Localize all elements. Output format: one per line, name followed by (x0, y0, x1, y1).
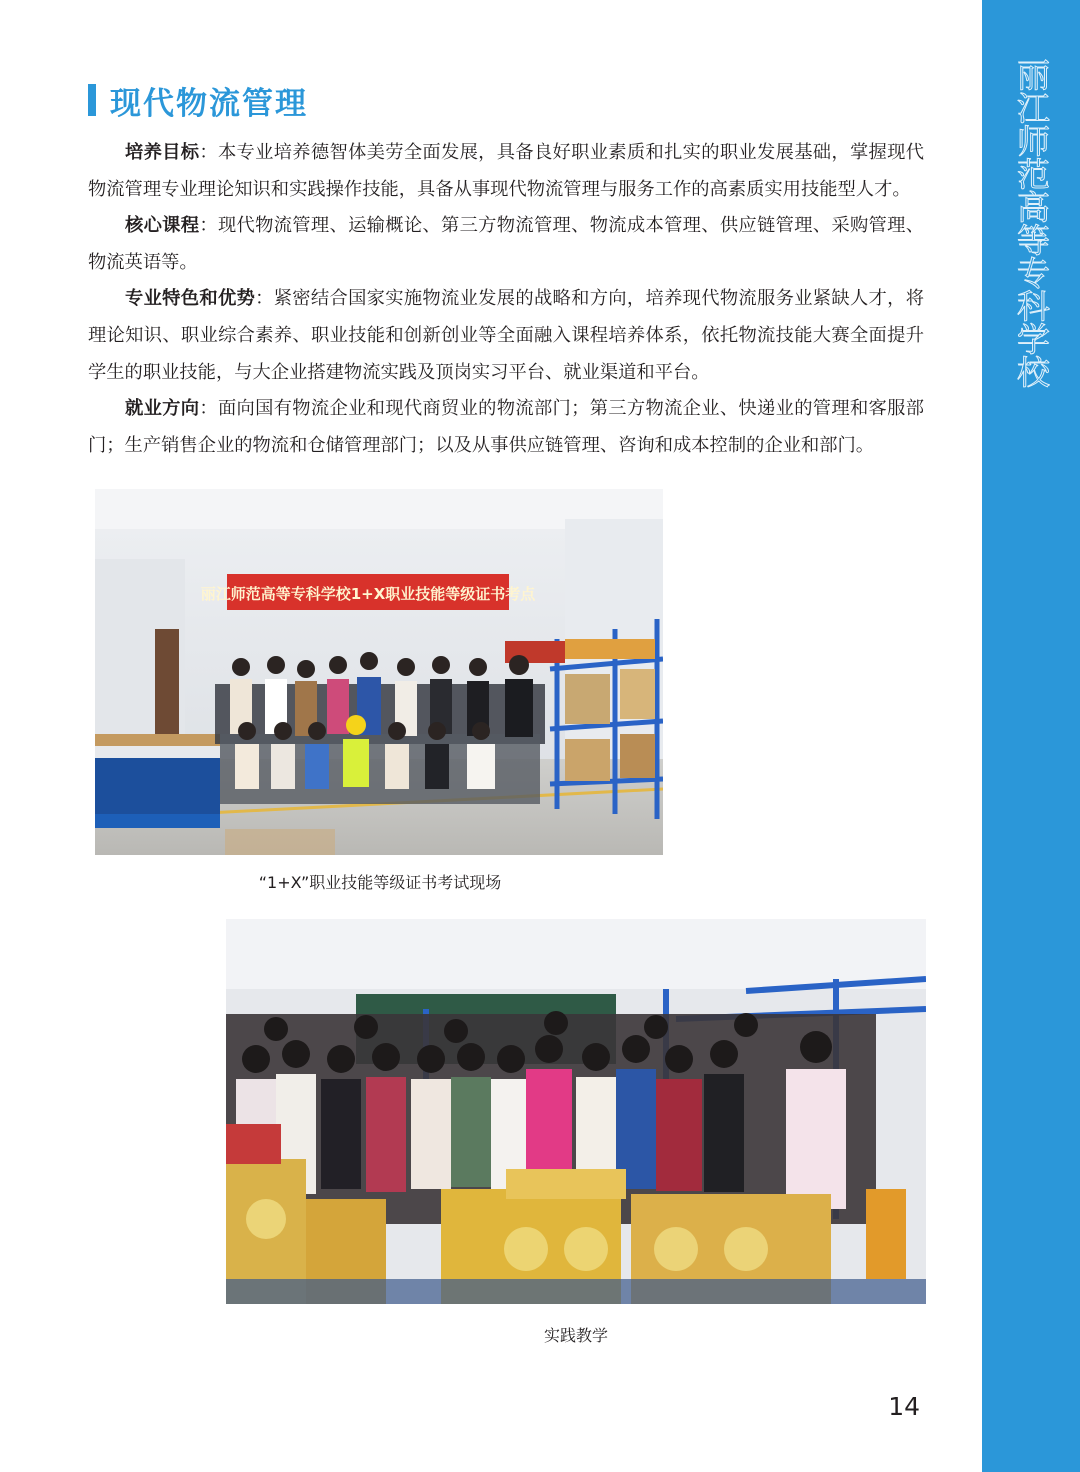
paragraph-label: 培养目标 (125, 142, 200, 163)
paragraph-content: ：现代物流管理、运输概论、第三方物流管理、物流成本管理、供应链管理、采购管理、物流英语等。 (88, 215, 925, 273)
section-title (88, 78, 308, 122)
paragraph-core-courses (88, 208, 924, 281)
paragraph-content: ：面向国有物流企业和现代商贸业的物流部门；第三方物流企业、快递业的管理和客服部门；生产销售企业的物流和仓储管理部门；以及从事供应链管理、咨询和成本控制的企业和部门。 (88, 398, 925, 456)
practical-teaching-photo (226, 919, 926, 1304)
paragraph-label: 核心课程 (125, 215, 200, 237)
body-text (88, 135, 924, 464)
paragraph-training-goal (88, 135, 924, 208)
paragraph-employment (88, 391, 924, 464)
title-accent-bar (88, 84, 96, 116)
exam-site-caption: “1+X”职业技能等级证书考试现场 (258, 873, 502, 892)
paragraph-label: 专业特色和优势 (125, 288, 256, 310)
exam-site-photo (95, 489, 663, 855)
paragraph-content: ：紧密结合国家实施物流业发展的战略和方向，培养现代物流服务业紧缺人才，将理论知识、职业综合素养、职业技能和创新创业等全面融入课程培养体系，依托物流技能大赛全面提升学生的职业技能，与大企业搭建物流实践及顶岗实习平台、就业渠道和平台。 (88, 288, 925, 383)
page-title: 现代物流管理 (110, 85, 308, 122)
paragraph-content: ：本专业培养德智体美劳全面发展，具备良好职业素质和扎实的职业发展基础，掌握现代物流管理专业理论知识和实践操作技能，具备从事现代物流管理与服务工作的高素质实用技能型人才。 (88, 142, 925, 200)
school-name-vertical: 丽江师范高等专科学校 (1012, 58, 1051, 388)
practical-teaching-caption: 实践教学 (543, 1326, 608, 1345)
paragraph-label: 就业方向 (125, 398, 200, 420)
banner-text: 丽江师范高等专科学校1+X职业技能等级证书考点 (200, 585, 536, 603)
exam-site-photo-illustration (95, 489, 663, 855)
practical-teaching-photo-illustration (226, 919, 926, 1304)
page-number: 14 (888, 1392, 920, 1421)
paragraph-features (88, 281, 924, 391)
side-band (982, 0, 1080, 1472)
